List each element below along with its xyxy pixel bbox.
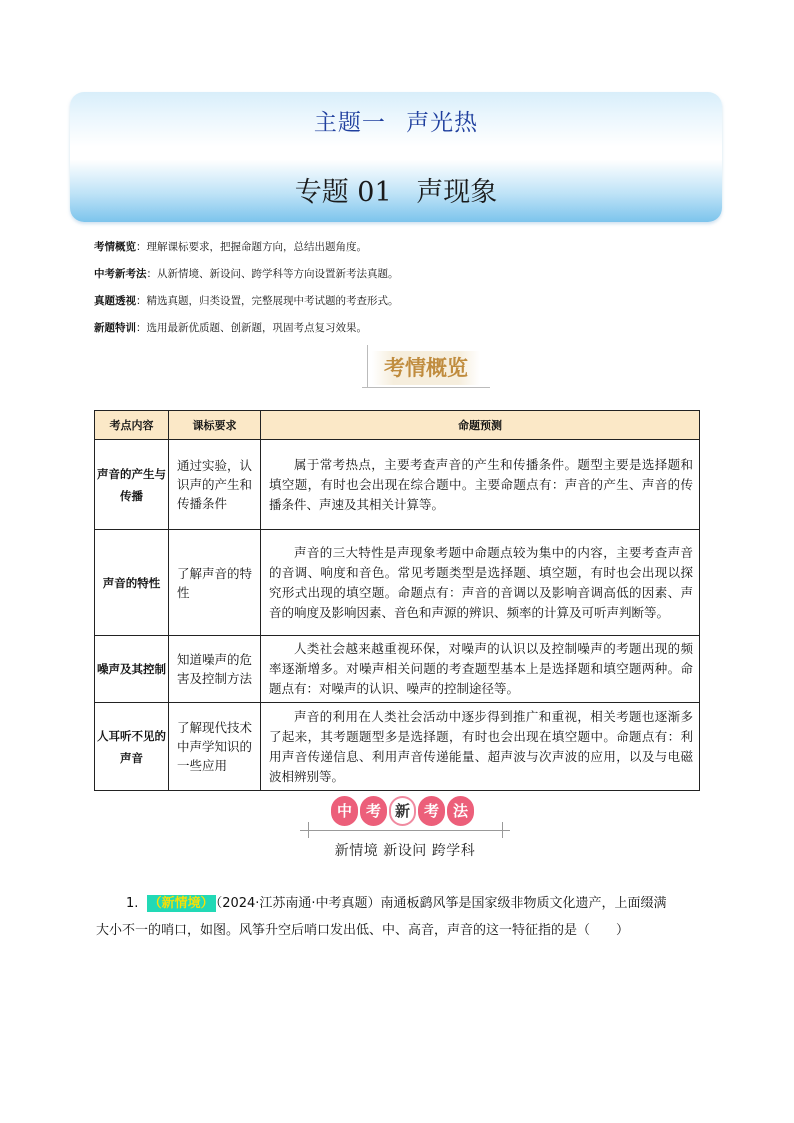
new-method-heading <box>300 796 510 866</box>
theme-name: 声光热 <box>406 110 479 136</box>
table-row <box>95 636 700 703</box>
badge-char: 中 <box>331 796 358 826</box>
table-row <box>95 440 700 530</box>
intro-text: ：理解课标要求，把握命题方向，总结出题角度。 <box>136 241 367 253</box>
heading-tick <box>308 822 309 838</box>
question-number: 1. <box>126 896 139 911</box>
intro-key: 新题特训 <box>94 322 136 334</box>
topic-name: 声现象 <box>416 177 498 208</box>
header-banner <box>70 92 722 222</box>
intro-line <box>94 240 714 267</box>
cell-pred: 人类社会越来越重视环保，对噪声的认识以及控制噪声的考题出现的频率逐渐增多。对噪声相关问题的考查题型基本上是选择题和填空题两种。命题点有：对噪声的认识、噪声的控制途径等。 <box>261 636 700 703</box>
heading-rule <box>300 830 510 831</box>
cell-pred: 属于常考热点，主要考查声音的产生和传播条件。题型主要是选择题和填空题，有时也会出现在综合题中。主要命题点有：声音的产生、声音的传播条件、声速及其相关计算等。 <box>261 440 700 530</box>
intro-text: ：精选真题，归类设置，完整展现中考试题的考查形式。 <box>136 295 399 307</box>
cell-req: 了解现代技术中声学知识的一些应用 <box>169 703 261 791</box>
cell-point: 声音的特性 <box>95 530 169 636</box>
col-header-point: 考点内容 <box>95 411 169 440</box>
badge-char: 新 <box>389 796 416 826</box>
cell-point: 噪声及其控制 <box>95 636 169 703</box>
exam-overview-table <box>94 410 700 791</box>
cell-point: 声音的产生与传播 <box>95 440 169 530</box>
cell-pred: 声音的利用在人类社会活动中逐步得到推广和重视，相关考题也逐渐多了起来，其考题题型多是选择题，有时也会出现在填空题中。命题点有：利用声音传递信息、利用声音传递能量、超声波与次声波的应用，以及与电磁波相辨别等。 <box>261 703 700 791</box>
badge-char: 法 <box>447 796 474 826</box>
section-title <box>372 351 480 385</box>
topic-label: 专题 01 <box>294 177 392 208</box>
heading-tick <box>502 822 503 838</box>
badge-char: 考 <box>360 796 387 826</box>
intro-key: 中考新考法 <box>94 268 147 280</box>
question-line <box>126 892 667 916</box>
cell-point: 人耳听不见的声音 <box>95 703 169 791</box>
theme-title <box>70 104 722 137</box>
col-header-req: 课标要求 <box>169 411 261 440</box>
question-text-1: （2024·江苏南通·中考真题）南通板鹞风筝是国家级非物质文化遗产，上面缀满 <box>215 896 667 911</box>
cell-pred: 声音的三大特性是声现象考题中命题点较为集中的内容，主要考查声音的音调、响度和音色。常见考题类型是选择题、填空题，有时也会出现以探究形式出现的填空题。命题点有：声音的音调以及影响音调高低的因素、声音的响度及影响因素、音色和声源的辨识、频率的计算及可听声判断等。 <box>261 530 700 636</box>
intro-list <box>94 240 714 348</box>
table-row <box>95 530 700 636</box>
badge-char: 考 <box>418 796 445 826</box>
intro-line <box>94 321 714 348</box>
question-tag: （新情境） <box>148 896 214 911</box>
intro-line <box>94 267 714 294</box>
col-header-pred: 命题预测 <box>261 411 700 440</box>
section-title-text: 考情概览 <box>384 356 468 380</box>
question-line <box>96 919 629 943</box>
table-row <box>95 703 700 791</box>
theme-label: 主题一 <box>313 110 386 136</box>
question-text-2: 大小不一的哨口，如图。风筝升空后哨口发出低、中、高音，声音的这一特征指的是（ ） <box>96 923 630 938</box>
cell-req: 通过实验，认识声的产生和传播条件 <box>169 440 261 530</box>
cell-req: 知道噪声的危害及控制方法 <box>169 636 261 703</box>
intro-key: 考情概览 <box>94 241 136 253</box>
table-header-row <box>95 411 700 440</box>
section-title-underline <box>362 387 490 388</box>
intro-key: 真题透视 <box>94 295 136 307</box>
intro-text: ：选用最新优质题、创新题，巩固考点复习效果。 <box>136 322 367 334</box>
cell-req: 了解声音的特性 <box>169 530 261 636</box>
new-method-subtitle: 新情境 新设问 跨学科 <box>334 843 476 859</box>
intro-line <box>94 294 714 321</box>
intro-text: ：从新情境、新设问、跨学科等方向设置新考法真题。 <box>146 268 399 280</box>
topic-title <box>70 170 722 209</box>
section-title-divider <box>367 345 368 387</box>
